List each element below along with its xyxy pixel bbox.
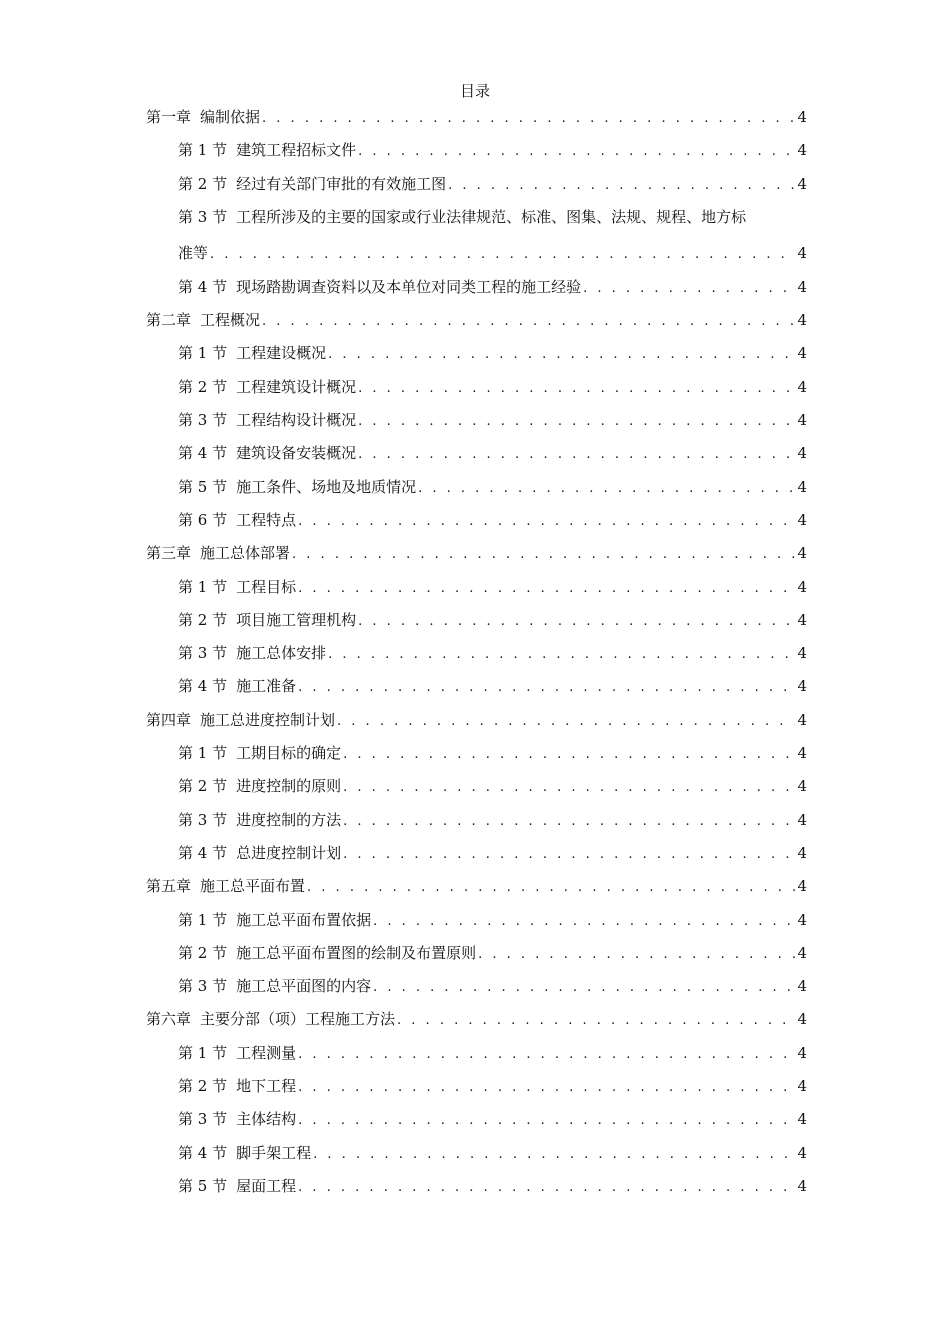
dot-leader: [397, 1011, 795, 1031]
toc-entry-label: 第四章: [146, 710, 192, 729]
toc-entry-title: 工程特点: [236, 510, 297, 529]
dot-leader: [298, 512, 795, 532]
toc-section-entry[interactable]: [146, 277, 807, 310]
toc-entry-title: 施工总平面布置: [200, 877, 306, 896]
toc-section-entry[interactable]: [146, 976, 807, 1009]
toc-page-number: 4: [797, 108, 807, 126]
toc-section-entry[interactable]: [146, 1076, 807, 1109]
toc-entry-label: 第 3 节: [178, 810, 228, 829]
toc-entry-label: 第 2 节: [178, 777, 228, 796]
toc-entry-text: [178, 810, 341, 830]
toc-page-number: 4: [797, 1176, 807, 1195]
toc-section-entry[interactable]: [146, 140, 807, 173]
toc-entry-label: 第 6 节: [178, 510, 228, 529]
toc-entry-label: 第 5 节: [178, 1176, 228, 1195]
toc-entry-title: 施工总体部署: [200, 544, 291, 563]
toc-section-entry[interactable]: [146, 410, 807, 443]
toc-entry-text: [178, 577, 296, 597]
toc-entry-label: 第 3 节: [178, 644, 228, 663]
dot-leader: [343, 845, 795, 865]
toc-page-number: 4: [797, 344, 807, 363]
toc-entry-title: 进度控制的原则: [236, 777, 342, 796]
table-of-contents: [146, 107, 807, 1209]
toc-entry-title: 工程测量: [236, 1043, 297, 1062]
dot-leader: [583, 279, 795, 299]
toc-entry-label: 第 1 节: [178, 141, 228, 160]
toc-entry-label: 第 1 节: [178, 344, 228, 363]
toc-section-entry[interactable]: [146, 610, 807, 643]
toc-section-entry[interactable]: [146, 377, 807, 410]
toc-entry-text: [178, 976, 371, 996]
toc-entry-label: 第 3 节: [178, 1110, 228, 1129]
toc-entry-title: 脚手架工程: [236, 1143, 312, 1162]
toc-entry-label: 第 3 节: [178, 207, 228, 226]
toc-page-number: 4: [797, 744, 807, 763]
dot-leader: [478, 945, 795, 965]
toc-page-number: 4: [797, 174, 807, 193]
toc-page-number: 4: [797, 843, 807, 862]
toc-section-entry[interactable]: [146, 343, 807, 376]
toc-entry-text: [178, 443, 356, 463]
toc-page-number: 4: [797, 943, 807, 962]
toc-entry-label: 第 3 节: [178, 411, 228, 430]
toc-page-number: 4: [797, 311, 807, 330]
toc-page-number: 4: [797, 910, 807, 929]
toc-entry-title: 施工总体安排: [236, 644, 327, 663]
toc-section-entry[interactable]: [146, 1043, 807, 1076]
dot-leader: [298, 579, 795, 599]
toc-page-number: 4: [797, 1010, 807, 1029]
toc-entry-text: [178, 140, 356, 160]
toc-page-number: 4: [797, 810, 807, 829]
toc-page-number: 4: [797, 377, 807, 396]
toc-entry-title-continuation: 准等: [178, 243, 209, 262]
toc-chapter-entry[interactable]: [146, 710, 807, 743]
toc-section-entry[interactable]: [146, 477, 807, 510]
toc-chapter-entry[interactable]: [146, 107, 807, 140]
toc-page-number: 4: [797, 577, 807, 596]
toc-section-entry[interactable]: [146, 810, 807, 843]
toc-page-number: 4: [797, 877, 807, 896]
toc-entry-text: [146, 710, 335, 730]
toc-page-number: 4: [797, 1110, 807, 1129]
dot-leader: [358, 412, 795, 432]
toc-section-entry[interactable]: [146, 843, 807, 876]
toc-page-number: 4: [797, 411, 807, 430]
toc-page-number: 4: [797, 644, 807, 663]
toc-entry-title: 经过有关部门审批的有效施工图: [236, 174, 447, 193]
toc-entry-text: [178, 776, 341, 796]
dot-leader: [298, 678, 795, 698]
toc-entry-label: 第 2 节: [178, 377, 228, 396]
toc-entry-label: 第 2 节: [178, 610, 228, 629]
toc-section-entry[interactable]: [146, 207, 807, 243]
dot-leader: [358, 142, 795, 162]
toc-page-number: 4: [797, 1043, 807, 1062]
toc-page-number: 4: [797, 1143, 807, 1162]
toc-entry-title: 工程建筑设计概况: [236, 377, 357, 396]
toc-entry-title: 施工总进度控制计划: [200, 710, 336, 729]
toc-entry-title: 总进度控制计划: [236, 843, 342, 862]
dot-leader: [298, 1078, 795, 1098]
dot-leader: [373, 912, 795, 932]
toc-page-number: 4: [797, 677, 807, 696]
dot-leader: [358, 612, 795, 632]
toc-entry-label: 第六章: [146, 1010, 192, 1029]
toc-page-number: 4: [797, 610, 807, 629]
toc-entry-text: [178, 277, 581, 297]
toc-entry-title: 编制依据: [200, 108, 261, 126]
toc-entry-label: 第 3 节: [178, 977, 228, 996]
toc-entry-text: [178, 1143, 311, 1163]
dot-leader: [262, 109, 795, 129]
toc-entry-label: 第 2 节: [178, 1077, 228, 1096]
toc-entry-title: 施工准备: [236, 677, 297, 696]
toc-entry-title: 施工条件、场地及地质情况: [236, 477, 417, 496]
dot-leader: [328, 645, 795, 665]
dot-leader: [358, 445, 795, 465]
toc-entry-label: 第五章: [146, 877, 192, 896]
toc-page-number: 4: [797, 477, 807, 496]
dot-leader: [418, 479, 795, 499]
toc-section-entry[interactable]: [146, 743, 807, 776]
toc-entry-label: 第 5 节: [178, 477, 228, 496]
dot-leader: [210, 245, 795, 265]
toc-entry-title: 建筑设备安装概况: [236, 444, 357, 463]
toc-page-number: 4: [797, 1077, 807, 1096]
toc-entry-text: [178, 207, 746, 227]
dot-leader: [298, 1045, 795, 1065]
toc-entry-label: 第一章: [146, 108, 192, 126]
toc-entry-label: 第 1 节: [178, 910, 228, 929]
toc-chapter-entry[interactable]: [146, 310, 807, 343]
toc-entry-title: 项目施工管理机构: [236, 610, 357, 629]
toc-title: 目录: [459, 82, 490, 100]
toc-entry-text: [178, 377, 356, 397]
toc-entry-title: 工程结构设计概况: [236, 411, 357, 430]
toc-entry-label: 第 2 节: [178, 943, 228, 962]
dot-leader: [313, 1145, 795, 1165]
dot-leader: [328, 345, 795, 365]
toc-entry-text: [178, 477, 416, 497]
toc-entry-text: [178, 743, 341, 763]
toc-section-entry[interactable]: [146, 676, 807, 709]
toc-entry-label: 第 4 节: [178, 444, 228, 463]
toc-entry-text: [178, 676, 296, 696]
dot-leader: [343, 745, 795, 765]
toc-section-entry[interactable]: [146, 643, 807, 676]
toc-section-entry[interactable]: [146, 443, 807, 476]
toc-entry-label: 第 1 节: [178, 577, 228, 596]
dot-leader: [373, 978, 795, 998]
toc-section-entry[interactable]: [146, 174, 807, 207]
toc-chapter-entry[interactable]: [146, 1009, 807, 1042]
toc-section-entry[interactable]: [146, 577, 807, 610]
toc-entry-title: 工期目标的确定: [236, 744, 342, 763]
toc-entry-title: 施工总平面布置依据: [236, 910, 372, 929]
toc-entry-label: 第 4 节: [178, 277, 228, 296]
toc-page-number: 4: [797, 510, 807, 529]
toc-entry-text: [178, 910, 371, 930]
toc-entry-text: [178, 1076, 296, 1096]
toc-entry-title: 施工总平面布置图的绘制及布置原则: [236, 943, 477, 962]
toc-entry-title: 主体结构: [236, 1110, 297, 1129]
toc-entry-text: [178, 174, 446, 194]
toc-entry-text: [178, 510, 296, 530]
dot-leader: [343, 812, 795, 832]
toc-entry-text: [178, 843, 341, 863]
toc-page-number: 4: [797, 243, 807, 262]
toc-entry-text: [178, 1109, 296, 1129]
toc-page-number: 4: [797, 777, 807, 796]
toc-page-number: 4: [797, 710, 807, 729]
dot-leader: [358, 379, 795, 399]
toc-entry-title: 施工总平面图的内容: [236, 977, 372, 996]
toc-page-number: 4: [797, 141, 807, 160]
dot-leader: [343, 778, 795, 798]
dot-leader: [337, 712, 795, 732]
toc-section-entry[interactable]: [146, 510, 807, 543]
toc-entry-label: 第 4 节: [178, 1143, 228, 1162]
toc-entry-text: [178, 343, 326, 363]
toc-section-entry[interactable]: [146, 910, 807, 943]
toc-entry-label: 第 1 节: [178, 1043, 228, 1062]
toc-entry-label: 第三章: [146, 544, 192, 563]
dot-leader: [307, 878, 795, 898]
toc-page-number: 4: [797, 444, 807, 463]
dot-leader: [298, 1178, 795, 1198]
dot-leader: [298, 1111, 795, 1131]
toc-entry-title: 主要分部（项）工程施工方法: [200, 1010, 396, 1029]
toc-entry-title: 现场踏勘调查资料以及本单位对同类工程的施工经验: [236, 277, 582, 296]
toc-entry-text: [146, 310, 260, 330]
toc-page-number: 4: [797, 544, 807, 563]
toc-entry-text: [178, 1043, 296, 1063]
toc-chapter-entry[interactable]: [146, 876, 807, 909]
toc-entry-title: 工程目标: [236, 577, 297, 596]
toc-entry-title: 进度控制的方法: [236, 810, 342, 829]
dot-leader: [292, 545, 795, 565]
toc-entry-text: [178, 610, 356, 630]
toc-entry-title: 工程建设概况: [236, 344, 327, 363]
toc-entry-text: [146, 107, 260, 127]
toc-section-entry[interactable]: [146, 776, 807, 809]
toc-entry-text: [178, 643, 326, 663]
toc-section-entry[interactable]: [146, 1143, 807, 1176]
toc-section-entry-continuation[interactable]: [146, 243, 807, 277]
toc-page-number: 4: [797, 977, 807, 996]
toc-section-entry[interactable]: [146, 1176, 807, 1209]
toc-entry-title: 建筑工程招标文件: [236, 141, 357, 160]
toc-entry-text: [178, 943, 476, 963]
dot-leader: [262, 312, 795, 332]
toc-entry-text: [146, 543, 290, 563]
dot-leader: [448, 176, 795, 196]
toc-entry-title: 屋面工程: [236, 1176, 297, 1195]
toc-entry-text: [178, 1176, 296, 1196]
toc-entry-title: 工程概况: [200, 311, 261, 330]
toc-entry-label: 第 2 节: [178, 174, 228, 193]
toc-section-entry[interactable]: [146, 1109, 807, 1142]
toc-entry-text: [146, 876, 305, 896]
toc-chapter-entry[interactable]: [146, 543, 807, 576]
toc-entry-label: 第二章: [146, 311, 192, 330]
toc-page-number: 4: [797, 277, 807, 296]
toc-entry-title: 地下工程: [236, 1077, 297, 1096]
toc-entry-title: 工程所涉及的主要的国家或行业法律规范、标准、图集、法规、规程、地方标: [236, 207, 747, 226]
toc-entry-text: [146, 1009, 395, 1029]
toc-entry-label: 第 4 节: [178, 677, 228, 696]
toc-entry-label: 第 1 节: [178, 744, 228, 763]
toc-entry-label: 第 4 节: [178, 843, 228, 862]
toc-entry-text: [178, 410, 356, 430]
toc-section-entry[interactable]: [146, 943, 807, 976]
